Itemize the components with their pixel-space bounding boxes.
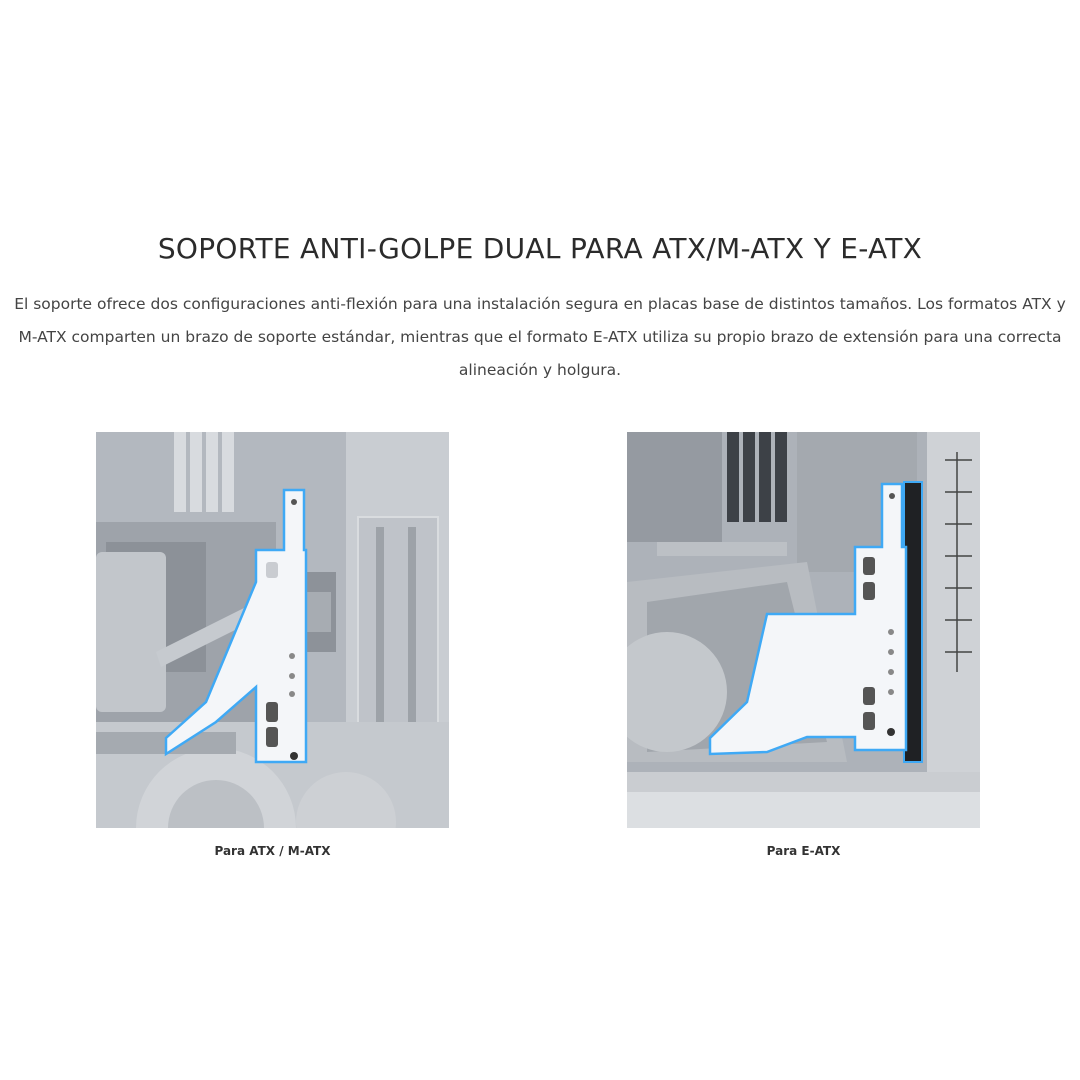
atx-matx-bracket-image — [96, 432, 449, 828]
figure-caption-eatx: Para E-ATX — [766, 844, 841, 858]
section-title: SOPORTE ANTI-GOLPE DUAL PARA ATX/M-ATX Y E-ATX — [157, 232, 923, 265]
figure-caption-atx: Para ATX / M-ATX — [214, 844, 331, 858]
eatx-bracket-image — [627, 432, 980, 828]
section-description: El soporte ofrece dos configuraciones anti-flexión para una instalación segura en placas base de distintos tamaños. Los formatos ATX y M-ATX comparten un brazo de soporte estándar, mientras que el formato E-ATX utiliza su propio brazo de extensión para una correcta alineación y holgura. — [14, 295, 1066, 379]
